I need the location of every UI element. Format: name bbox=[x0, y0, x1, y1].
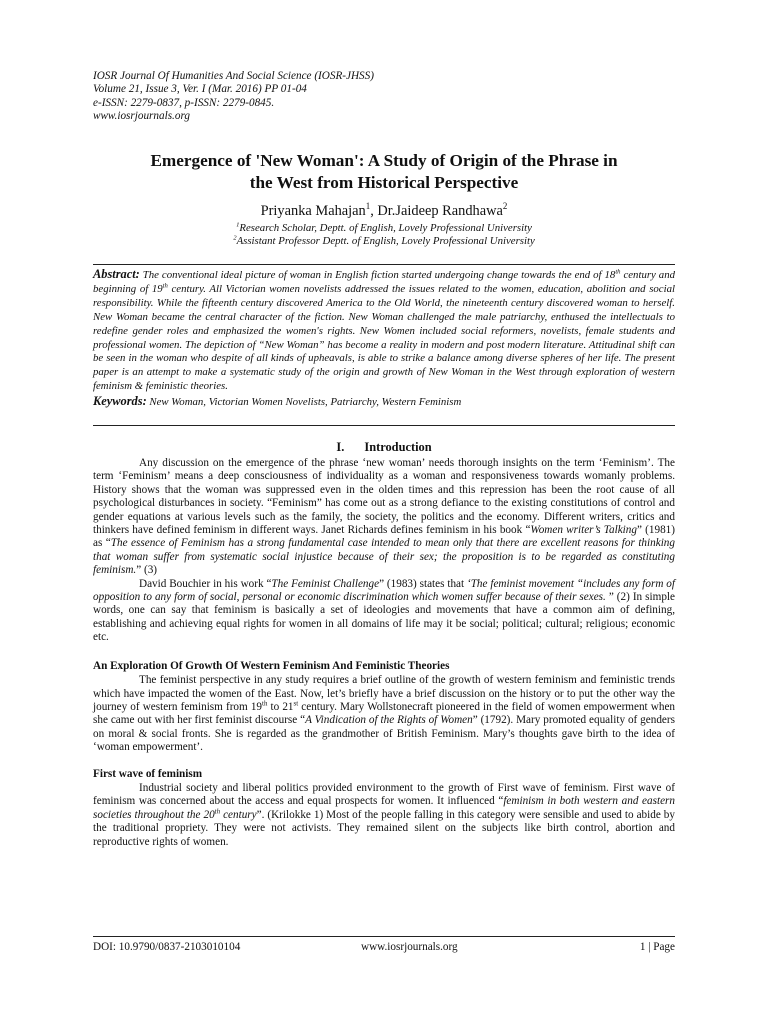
page-footer bbox=[93, 941, 675, 955]
intro-p2-rest: ” (2) In simple words, one can say that feminism is basically a set of ideologies and movements that have a common aim of defining, establishing and achieving equal rights for women in all domains of life may it be social; political; cultural; religious; economic etc. bbox=[93, 591, 675, 644]
intro-paragraph-2 bbox=[93, 578, 675, 645]
abstract bbox=[93, 268, 675, 394]
affiliation-2 bbox=[93, 235, 675, 248]
first-wave-sup: th bbox=[214, 807, 221, 816]
abstract-text-1: The conventional ideal picture of woman in English fiction started undergoing change towards the end of 18 bbox=[139, 269, 616, 281]
first-wave-text-a: Industrial society and liberal politics provided environment to the growth of First wave of feminism. First wave of feminism was concerned about the access and equal prospects for women. It influenced “ bbox=[93, 781, 675, 808]
footer-doi: DOI: 10.9790/0837-2103010104 bbox=[93, 941, 241, 953]
affiliation-2-sup: 2 bbox=[233, 234, 237, 242]
author-2-sup: 2 bbox=[502, 201, 508, 212]
exploration-book-title: A Vindication of the Rights of Women bbox=[305, 714, 473, 727]
exploration-text-b: to 21 bbox=[267, 700, 294, 713]
footer-rule bbox=[93, 936, 675, 937]
intro-p1-book-title: Women writer’s Talking bbox=[530, 524, 637, 537]
intro-p2-quote: ‘The feminist movement “includes any form of opposition to any form of social, personal or economic discrimination which women suffer because of their sexes. bbox=[93, 577, 675, 604]
footer-page-number: 1 | Page bbox=[639, 941, 675, 953]
abstract-label: Abstract: bbox=[93, 267, 140, 281]
abstract-text-2: century and beginning of 19 bbox=[93, 269, 675, 295]
exploration-sup-1: th bbox=[262, 699, 268, 708]
section-heading-introduction bbox=[93, 440, 675, 455]
paper-title-line-2: the West from Historical Perspective bbox=[249, 173, 519, 192]
keywords-label: Keywords: bbox=[93, 394, 147, 409]
abstract-text-3: century. All Victorian women novelists addressed the issues related to the women, education, abolition and social responsibility. While the fifteenth century discovered America to the Old World, the nineteenth century discovered woman to herself. New Woman became the central character of the fiction. New Woman challenged the male patriarchy, enthused the intellectuals to redefine gender roles and emphasized the women's rights. New Women included social reformers, novelists, female students and professional women. The depiction of “New Woman” has become a reality in modern and post modern literature. Attitudinal shift can be seen in the woman who despite of all kinds of upheavals, is able to strike a balance among diverse spheres of her life. The present paper is an attempt to make a systematic study of the origin and growth of New Woman in the West through exploration of western feminism & feministic theories. bbox=[93, 282, 675, 393]
journal-issn: e-ISSN: 2279-0837, p-ISSN: 2279-0845. bbox=[93, 96, 275, 109]
keywords bbox=[93, 394, 675, 409]
author-2: Dr.Jaideep Randhawa bbox=[377, 203, 503, 219]
intro-paragraph-1 bbox=[93, 457, 675, 578]
intro-p1-citation: ” (3) bbox=[136, 564, 158, 577]
exploration-text-e: ” (1792). Mary promoted equality of genders on moral & social fronts. She is regarded as the grandmother of British Feminism. Mary’s thoughts gave birth to the idea of ‘woman empowerment’. bbox=[93, 714, 675, 754]
affiliation-1-text: Research Scholar, Deptt. of English, Lovely Professional University bbox=[239, 222, 532, 234]
affiliation-1-sup: 1 bbox=[236, 221, 240, 229]
first-wave-paragraph bbox=[93, 782, 675, 849]
exploration-text-c: century. Mary Wollstonecraft pioneered in the field of women empowerment when she came out with her first feminist discourse “ bbox=[93, 700, 676, 727]
author-separator: , bbox=[370, 203, 378, 219]
journal-name: IOSR Journal Of Humanities And Social Science (IOSR-JHSS) bbox=[93, 70, 374, 82]
section-number: I. bbox=[336, 440, 345, 454]
abstract-sup-2: th bbox=[162, 282, 168, 290]
exploration-text-a: The feminist perspective in any study requires a brief outline of the growth of western feminism and feministic trends which have impacted the women of the East. Now, let’s briefly have a brief discussion on the history or to put the other way the journey of western feminism from 19 bbox=[93, 674, 675, 713]
exploration-sup-2: st bbox=[293, 699, 299, 708]
first-wave-text-d: ”. (Krilokke 1) Most of the people falling in this category were sensible and used to abide by the traditional propriety. They were not activists. They remained silent on the subjects like birth control, abortion and reproductive rights of women. bbox=[93, 808, 675, 848]
keywords-text: New Woman, Victorian Women Novelists, Patriarchy, Western Feminism bbox=[146, 396, 462, 409]
abstract-sup-1: th bbox=[615, 268, 621, 276]
author-1-sup: 1 bbox=[365, 201, 371, 212]
journal-header bbox=[93, 70, 693, 124]
first-wave-quote-a: feminism in both western and eastern societies throughout the 20 bbox=[93, 795, 675, 821]
abstract-bottom-rule bbox=[93, 425, 675, 426]
intro-p2-text: David Bouchier in his work “ bbox=[139, 577, 272, 590]
affiliation-1 bbox=[93, 222, 675, 235]
first-wave-quote-c: century bbox=[220, 808, 257, 821]
exploration-paragraph bbox=[93, 674, 675, 754]
main-body bbox=[93, 440, 675, 849]
paper-title-line-1: Emergence of 'New Woman': A Study of Origin of the Phrase in bbox=[150, 151, 618, 170]
intro-p2-book-title: The Feminist Challenge bbox=[271, 577, 380, 590]
affiliations bbox=[93, 222, 675, 249]
abstract-block bbox=[93, 264, 675, 409]
journal-url: www.iosrjournals.org bbox=[93, 110, 190, 123]
section-heading-exploration: An Exploration Of Growth Of Western Feminism And Feministic Theories bbox=[93, 659, 450, 672]
intro-p1-quote: The essence of Feminism has a strong fundamental case intended to mean only that there are excellent reasons for thinking that woman suffer from systematic social injustice because of their sex; the proposition is to be regarded as constituting feminism. bbox=[93, 537, 675, 577]
footer-site: www.iosrjournals.org bbox=[361, 941, 458, 953]
intro-p2-year: ” (1983) states that bbox=[379, 577, 467, 590]
section-heading-first-wave: First wave of feminism bbox=[93, 767, 203, 780]
author-1: Priyanka Mahajan bbox=[260, 203, 366, 219]
section-title: Introduction bbox=[364, 440, 432, 454]
paper-title bbox=[93, 150, 675, 194]
affiliation-2-text: Assistant Professor Deptt. of English, Lovely Professional University bbox=[236, 235, 535, 248]
authors bbox=[93, 202, 675, 220]
intro-p1-year: ” (1981) as “ bbox=[93, 524, 675, 550]
journal-volume: Volume 21, Issue 3, Ver. I (Mar. 2016) PP 01-04 bbox=[93, 83, 307, 96]
intro-p1-text: Any discussion on the emergence of the phrase ‘new woman’ needs thorough insights on the term ‘Feminism’. The term ‘Feminism’ means a deep consciousness of individuality as a woman and responsiveness towards womanly problems. History shows that the woman was suppressed even in the olden times and this repression has been the root cause of all psychological disturbances in society. “Feminism” has come out as a strong defiance to the existing constitutions of control and gender equations at various levels such as the family, the society, the politics and the economy. Different writers, critics and thinkers have defined feminism in different ways. Janet Richards defines feminism in his book “ bbox=[93, 457, 675, 537]
